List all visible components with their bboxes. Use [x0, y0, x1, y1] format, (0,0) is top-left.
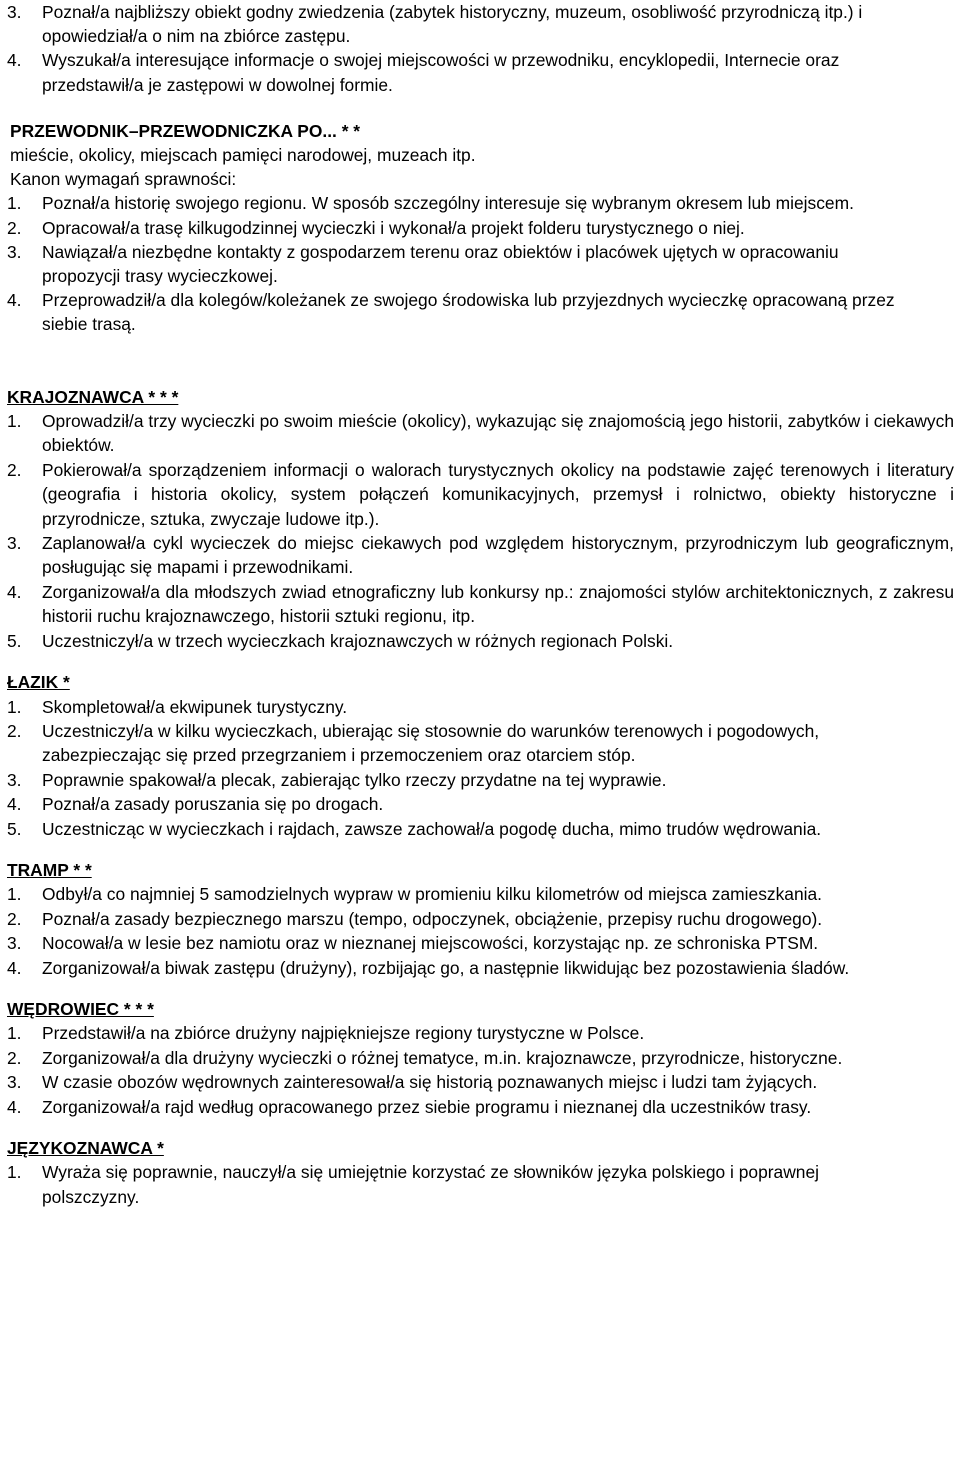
list-item [0, 0, 960, 48]
list-item [0, 288, 960, 336]
item-number: 3. [7, 769, 22, 790]
section-tramp [0, 858, 960, 980]
list-item [0, 956, 960, 980]
item-text: Przeprowadził/a dla kolegów/koleżanek ze swojego środowiska lub przyjezdnych wycieczkę opracowaną przez siebie trasą. [42, 290, 895, 335]
item-text: Pokierował/a sporządzeniem informacji o walorach turystycznych okolicy na podstawie zajęć terenowych i literatury (geografia i historia okolicy, system połączeń komunikacyjnych, przemysł i rolnictwo, obiekty historyczne i przyrodnicze, sztuka, zwyczaje ludowe itp.). [42, 459, 954, 529]
item-number: 5. [7, 630, 22, 651]
list-item [0, 191, 960, 215]
item-number: 2. [7, 1047, 22, 1068]
item-text: Zorganizował/a biwak zastępu (drużyny), rozbijając go, a następnie likwidując bez pozostawienia śladów. [42, 957, 850, 978]
item-text: W czasie obozów wędrownych zainteresował/a się historią poznawanych miejsc i ludzi tam żyjących. [42, 1072, 818, 1093]
item-number: 4. [7, 1096, 22, 1117]
item-text: Zorganizował/a dla młodszych zwiad etnograficzny lub konkursy np.: znajomości stylów architektonicznych, z zakresu historii ruchu krajoznawczego, historii sztuki regionu, itp. [42, 581, 954, 627]
list-item [0, 629, 960, 653]
list-item [0, 216, 960, 240]
intro-list [0, 0, 960, 97]
item-text: Poznał/a historię swojego regionu. W sposób szczególny interesuje się wybranym okresem lub miejscem. [42, 193, 854, 214]
item-text: Zorganizował/a rajd według opracowanego przez siebie programu i nieznanej dla uczestników trasy. [42, 1096, 812, 1117]
list-item [0, 1095, 960, 1119]
item-number: 3. [7, 1072, 22, 1093]
section-title: KRAJOZNAWCA * * * [7, 386, 179, 407]
item-number: 4. [7, 290, 22, 311]
item-number: 1. [7, 1162, 22, 1183]
item-number: 2. [7, 459, 22, 480]
item-number: 3. [7, 241, 22, 262]
list-item [0, 768, 960, 792]
section-wedrowiec [0, 997, 960, 1119]
item-text: Poznał/a najbliższy obiekt godny zwiedzenia (zabytek historyczny, muzeum, osobliwość przyrodniczą itp.) i opowiedział/a o nim na zbiórce zastępu. [42, 2, 863, 47]
item-number: 1. [7, 193, 22, 214]
item-number: 3. [7, 2, 22, 22]
item-text: Nocował/a w lesie bez namiotu oraz w nieznanej miejscowości, korzystając np. ze schroniska PTSM. [42, 933, 819, 954]
list-item [0, 1070, 960, 1094]
list-item [0, 1021, 960, 1045]
item-text: Skompletował/a ekwipunek turystyczny. [42, 696, 348, 717]
item-text: Poprawnie spakował/a plecak, zabierając tylko rzeczy przydatne na tej wyprawie. [42, 769, 667, 790]
list-item [0, 1160, 960, 1209]
item-text: Przedstawił/a na zbiórce drużyny najpiękniejsze regiony turystyczne w Polsce. [42, 1023, 645, 1044]
item-text: Wyraża się poprawnie, nauczył/a się umiejętnie korzystać ze słowników języka polskiego i poprawnej polszczyzny. [42, 1162, 819, 1207]
list-item [0, 907, 960, 931]
section-krajoznawca [0, 385, 960, 653]
item-text: Oprowadził/a trzy wycieczki po swoim mieście (okolicy), wykazując się znajomością jego historii, zabytków i ciekawych obiektów. [42, 411, 954, 456]
item-number: 2. [7, 908, 22, 929]
section-title: ŁAZIK * [7, 672, 70, 693]
item-number: 4. [7, 794, 22, 815]
list-item [0, 1046, 960, 1070]
item-text: Zorganizował/a dla drużyny wycieczki o różnej tematyce, m.in. krajoznawcze, przyrodnicze, historyczne. [42, 1047, 843, 1068]
item-text: Wyszukał/a interesujące informacje o swojej miejscowości w przewodniku, encyklopedii, Internecie oraz przedstawił/a je zastępowi w dowolnej formie. [42, 50, 840, 95]
item-number: 5. [7, 818, 22, 839]
list-item [0, 792, 960, 816]
section-title: JĘZYKOZNAWCA * [7, 1138, 164, 1159]
item-number: 1. [7, 411, 22, 432]
item-text: Zaplanował/a cykl wycieczek do miejsc ciekawych pod względem historycznym, przyrodniczym lub geograficznym, posługując się mapami i przewodnikami. [42, 533, 954, 578]
list-item [0, 719, 960, 768]
section-title: PRZEWODNIK–PRZEWODNICZKA PO... * * [10, 120, 361, 141]
list-item [0, 531, 960, 580]
item-number: 4. [7, 581, 22, 602]
section-title: WĘDROWIEC * * * [7, 998, 154, 1019]
list-item [0, 458, 960, 531]
item-text: Poznał/a zasady poruszania się po drogach. [42, 794, 384, 815]
item-number: 3. [7, 533, 22, 554]
section-jezykoznawca [0, 1136, 960, 1209]
item-text: Uczestnicząc w wycieczkach i rajdach, zawsze zachował/a pogodę ducha, mimo trudów wędrowania. [42, 818, 822, 839]
item-number: 3. [7, 933, 22, 954]
list-item [0, 48, 960, 96]
item-number: 4. [7, 957, 22, 978]
item-text: Nawiązał/a niezbędne kontakty z gospodarzem terenu oraz obiektów i placówek ujętych w opracowaniu propozycji trasy wycieczkowej. [42, 241, 839, 287]
list-item [0, 817, 960, 841]
item-text: Uczestniczył/a w kilku wycieczkach, ubierając się stosownie do warunków terenowych i pogodowych, zabezpieczając się przed przegrzaniem i przemoczeniem oraz otarciem stóp. [42, 720, 820, 766]
item-number: 1. [7, 884, 22, 905]
section-lazik [0, 670, 960, 841]
item-number: 2. [7, 217, 22, 238]
item-text: Opracował/a trasę kilkugodzinnej wycieczki i wykonał/a projekt folderu turystycznego o niej. [42, 217, 745, 238]
item-text: Odbył/a co najmniej 5 samodzielnych wypraw w promieniu kilku kilometrów od miejsca zamieszkania. [42, 884, 822, 905]
list-item [0, 240, 960, 288]
list-item [0, 409, 960, 458]
list-item [0, 580, 960, 629]
item-number: 1. [7, 696, 22, 717]
section-przewodnik [0, 119, 960, 337]
list-item [0, 695, 960, 719]
item-number: 1. [7, 1023, 22, 1044]
item-number: 4. [7, 50, 22, 71]
section-title: TRAMP * * [7, 859, 92, 880]
section-subtitle: mieście, okolicy, miejscach pamięci narodowej, muzeach itp. [10, 145, 476, 166]
list-item [0, 882, 960, 906]
item-text: Poznał/a zasady bezpiecznego marszu (tempo, odpoczynek, obciążenie, przepisy ruchu drogowego). [42, 908, 823, 929]
item-number: 2. [7, 720, 22, 741]
kanon-heading: Kanon wymagań sprawności: [10, 169, 237, 190]
list-item [0, 931, 960, 955]
item-text: Uczestniczył/a w trzech wycieczkach krajoznawczych w różnych regionach Polski. [42, 630, 674, 651]
